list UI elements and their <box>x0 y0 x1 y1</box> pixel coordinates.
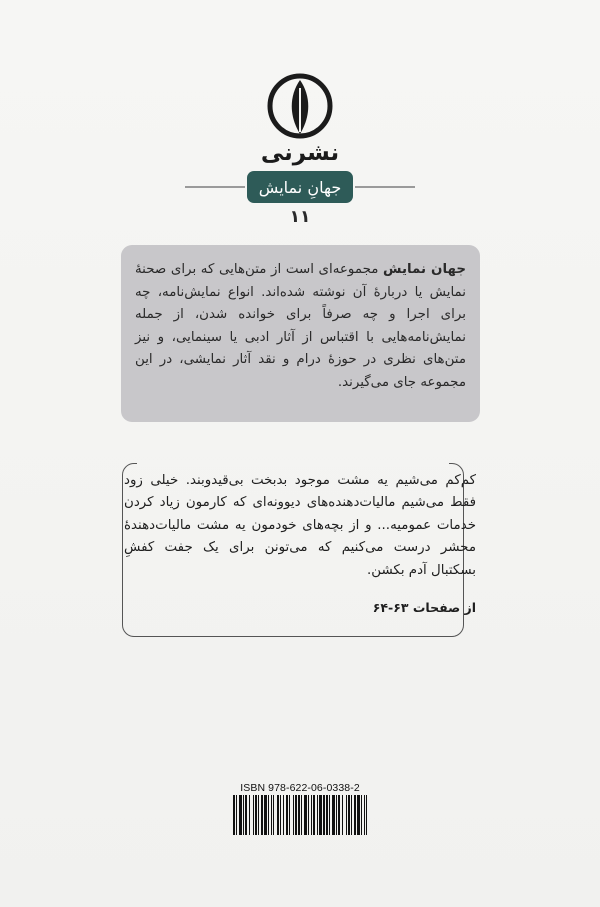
quote-frame-gap <box>137 461 449 467</box>
barcode-bar <box>364 795 365 835</box>
barcode-bar <box>271 795 272 835</box>
barcode-bar <box>326 795 328 835</box>
barcode-bar <box>286 795 288 835</box>
barcode-bar <box>348 795 350 835</box>
publisher-name: نشرنی <box>260 140 340 166</box>
barcode-bar <box>323 795 325 835</box>
barcode-bar <box>245 795 247 835</box>
isbn-number: ISBN 978-622-06-0338-2 <box>240 782 360 794</box>
barcode-bar <box>255 795 257 835</box>
barcode-bar <box>336 795 337 835</box>
barcode-bar <box>332 795 335 835</box>
quote-text: کم‌کم می‌شیم یه مشت موجود بدبخت بی‌قیدوبند. خیلی زود فقط می‌شیم مالیات‌دهنده‌های دیوونه‌ای که کارمون زیاد کردن خدمات عمومیه... و از بچه‌های خودمون یه مشت مالیات‌دهندهٔ محشر درست می‌کنیم که می‌تونن برای یک جفت کفشِ بسکتبال آدم بکشن. <box>124 473 476 578</box>
barcode <box>233 795 367 835</box>
barcode-bar <box>313 795 315 835</box>
barcode-bar <box>357 795 360 835</box>
barcode-bar <box>283 795 284 835</box>
barcode-bar <box>319 795 322 835</box>
barcode-bar <box>249 795 250 835</box>
barcode-bar <box>301 795 302 835</box>
barcode-bar <box>295 795 297 835</box>
quote-source: از صفحات ۶۳-۶۴ <box>372 600 476 615</box>
series-divider-left <box>185 186 245 188</box>
barcode-bar <box>253 795 254 835</box>
series-description-body: مجموعه‌ای است از متن‌هایی که برای صحنهٔ نمایش یا دربارهٔ آن نوشته شده‌اند. انواع نمایش‌نامه، چه برای اجرا و چه صرفاً برای خوانده شدن، از جمله نمایش‌نامه‌هایی با اقتباس از آثار ادبی یا سینمایی، و نیز متن‌های نظری در حوزهٔ درام و نقد آثار نمایشی، در این مجموعه جای می‌گیرند. <box>135 262 466 390</box>
barcode-bar <box>342 795 343 835</box>
barcode-bar <box>258 795 259 835</box>
barcode-bar <box>317 795 318 835</box>
barcode-bar <box>311 795 312 835</box>
barcode-bar <box>308 795 309 835</box>
barcode-bar <box>233 795 235 835</box>
barcode-bar <box>354 795 356 835</box>
barcode-bar <box>346 795 347 835</box>
publisher-logo-icon <box>267 68 333 144</box>
barcode-bar <box>338 795 340 835</box>
barcode-bar <box>351 795 352 835</box>
barcode-bar <box>293 795 294 835</box>
barcode-bar <box>361 795 362 835</box>
barcode-bar <box>366 795 367 835</box>
barcode-bar <box>329 795 330 835</box>
barcode-bar <box>273 795 274 835</box>
barcode-bar <box>243 795 244 835</box>
barcode-bar <box>264 795 267 835</box>
barcode-bar <box>304 795 307 835</box>
barcode-bar <box>298 795 300 835</box>
barcode-bar <box>289 795 290 835</box>
series-number: ۱۱ <box>289 207 311 227</box>
barcode-bar <box>239 795 242 835</box>
series-badge: جهانِ نمایش <box>247 171 353 203</box>
series-divider-right <box>355 186 415 188</box>
barcode-bar <box>268 795 269 835</box>
series-description-lead: جهان نمایش <box>383 262 466 277</box>
barcode-bar <box>236 795 237 835</box>
barcode-bar <box>277 795 279 835</box>
barcode-bar <box>261 795 263 835</box>
barcode-bar <box>280 795 281 835</box>
series-description <box>121 245 480 422</box>
